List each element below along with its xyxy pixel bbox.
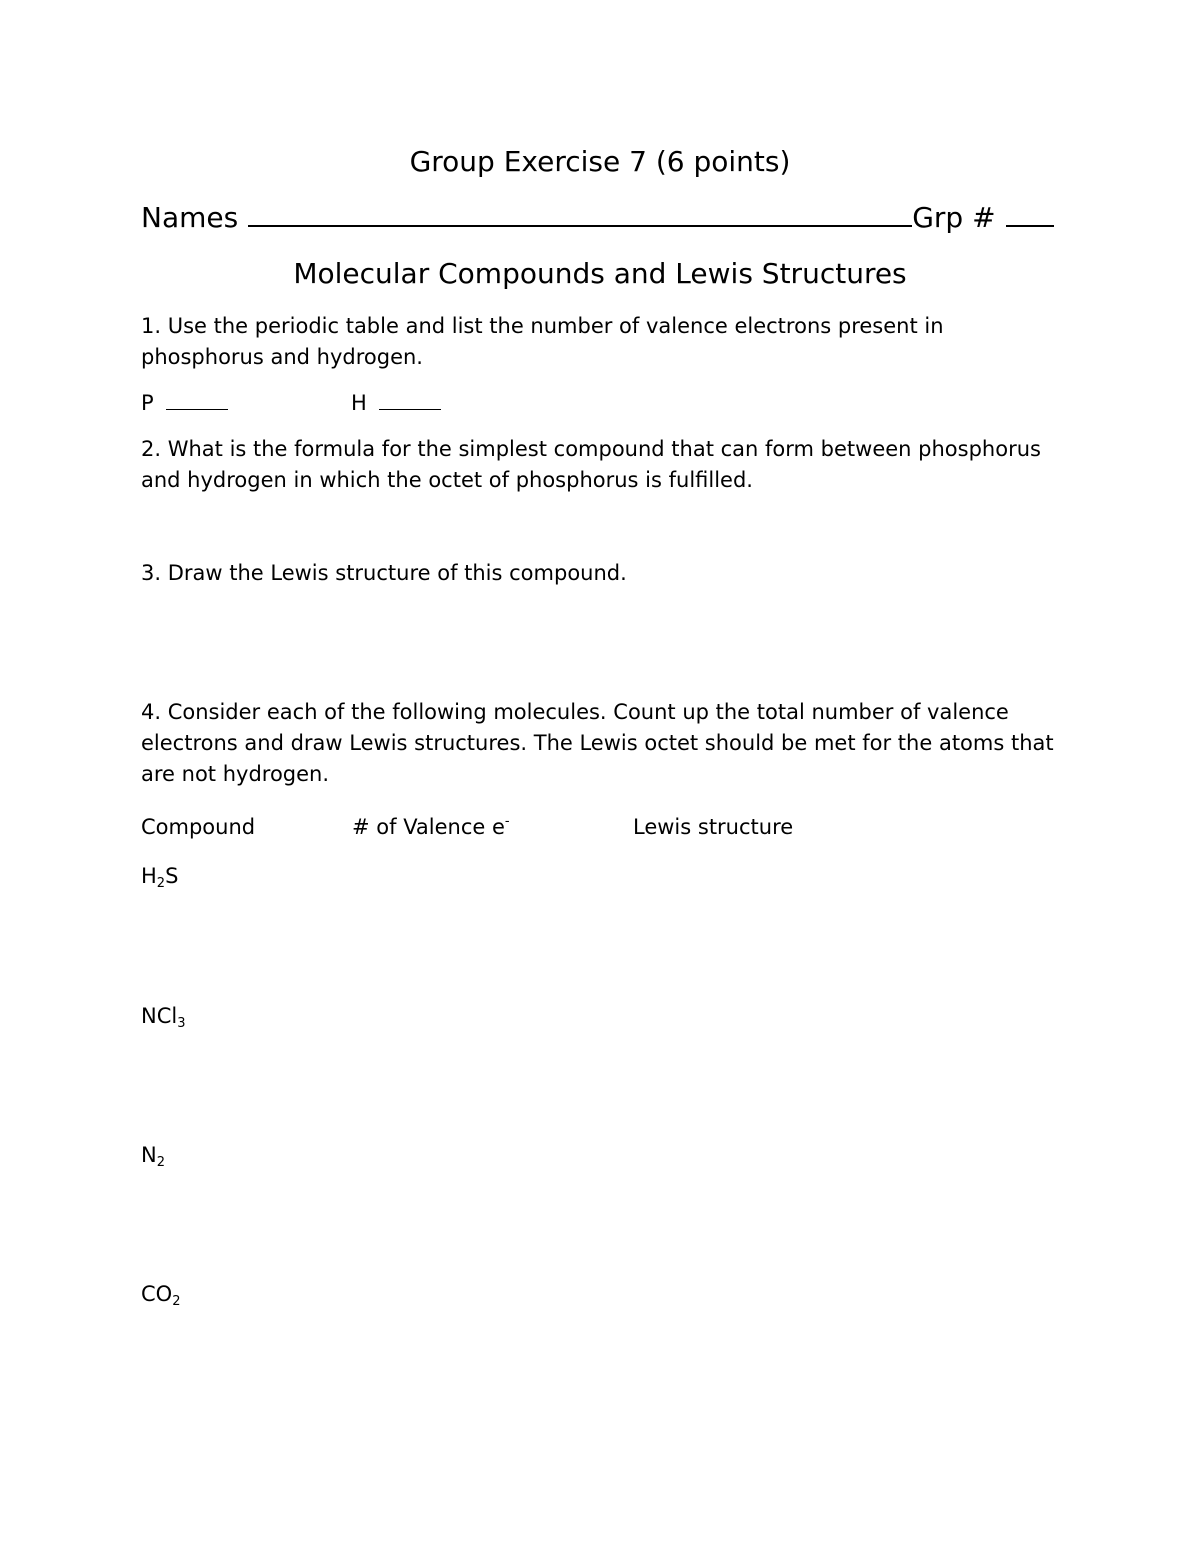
col-valence-header: [352, 812, 510, 843]
compound-n2: $N_2$: [141, 1143, 165, 1170]
names-blank: [248, 199, 912, 227]
question-3: 3. Draw the Lewis structure of this compound.: [141, 561, 627, 585]
h-blank: [379, 391, 441, 410]
compound-h2s: $H_2S$: [141, 864, 179, 891]
col-valence-sup: -: [504, 814, 510, 829]
names-label: Names: [141, 201, 239, 234]
answer-p: [141, 388, 228, 419]
h-label: H: [351, 391, 367, 415]
question-4: 4. Consider each of the following molecules. Count up the total number of valence electrons and draw Lewis structures. The Lewis octet should be met for the atoms that are not hydrogen.: [141, 700, 1054, 786]
compound-co2: $CO_2$: [141, 1282, 181, 1309]
compound-ncl3: NCl$_3$: [141, 1004, 186, 1031]
question-1: 1. Use the periodic table and list the number of valence electrons present in phosphorus and hydrogen.: [141, 314, 944, 369]
grp-blank: [1006, 199, 1054, 227]
grp-label: Grp #: [912, 201, 996, 234]
page-title: Group Exercise 7 (6 points): [409, 145, 791, 178]
page-subtitle: Molecular Compounds and Lewis Structures: [293, 257, 907, 290]
col-compound-header: Compound: [141, 815, 256, 839]
col-lewis-header: Lewis structure: [633, 815, 794, 839]
col-valence-label: # of Valence e: [352, 815, 505, 839]
question-2: 2. What is the formula for the simplest compound that can form between phosphorus and hydrogen in which the octet of phosphorus is fulfilled.: [141, 437, 1041, 492]
p-label: P: [141, 391, 154, 415]
names-line: [141, 198, 1054, 238]
answer-h: [351, 388, 441, 419]
p-blank: [166, 391, 228, 410]
